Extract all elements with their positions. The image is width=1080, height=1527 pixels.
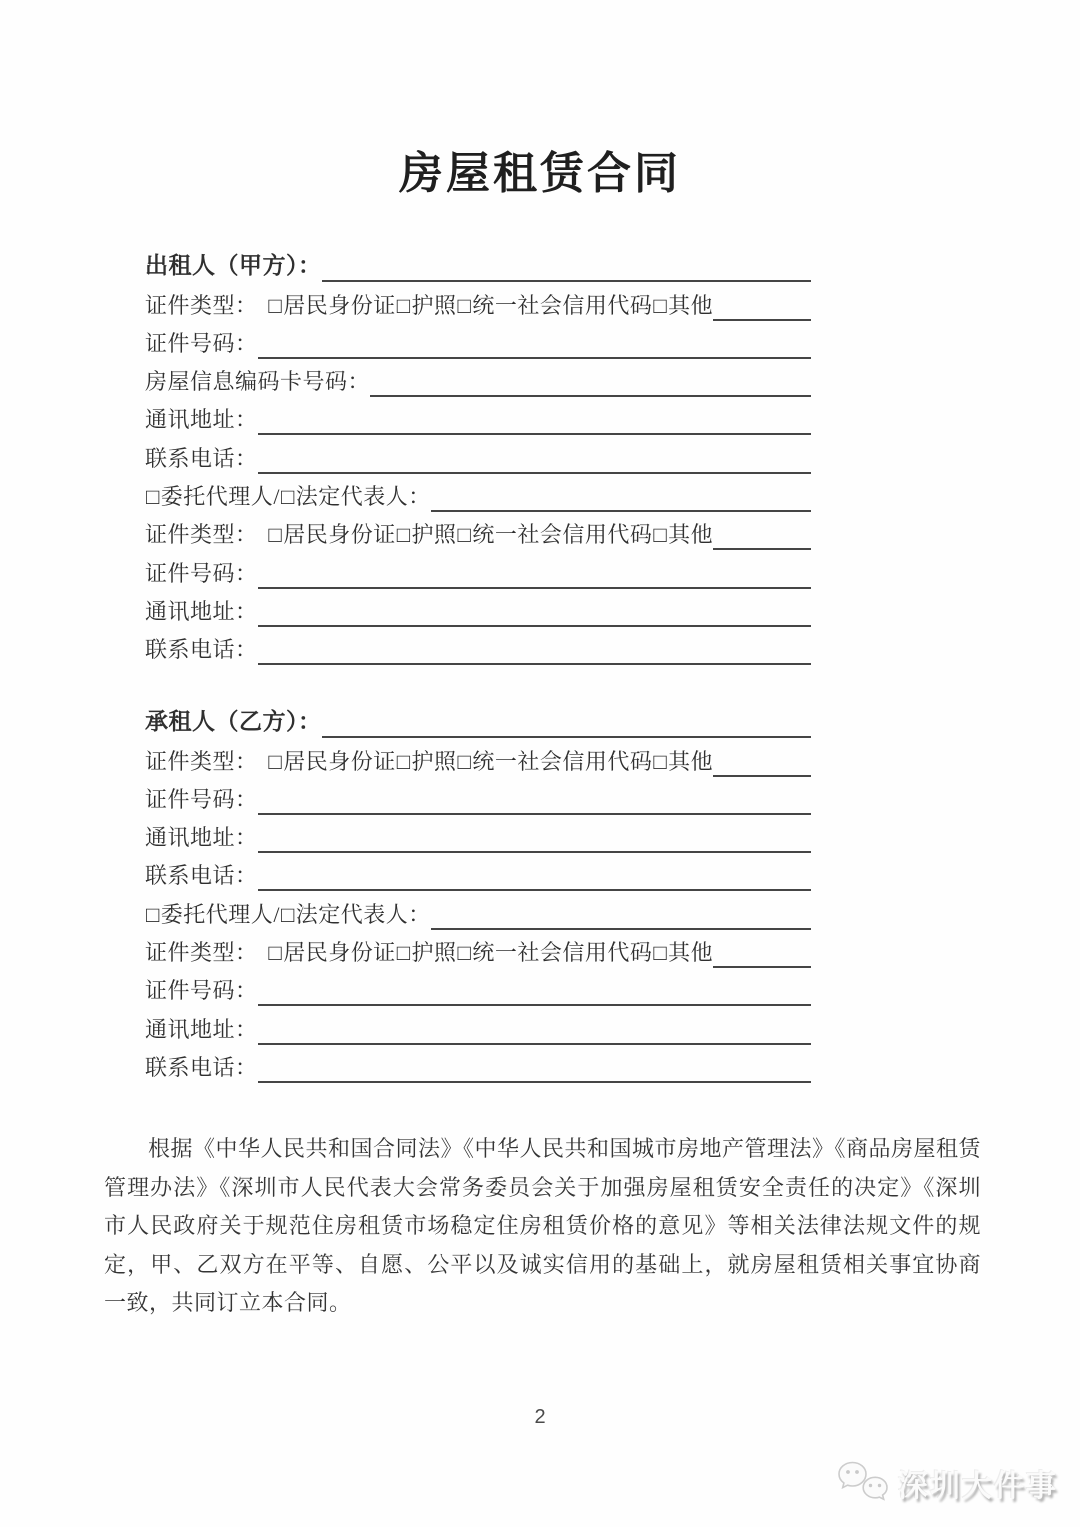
id-type-label: 证件类型：: [145, 292, 258, 318]
row-lessee-id-number: [145, 777, 811, 815]
row-housing-info-code-card-number: [145, 359, 811, 397]
watermark: [836, 1460, 1058, 1506]
id-number-label: 证件号码：: [145, 560, 258, 586]
checkbox-entrusted-agent[interactable]: □: [146, 901, 160, 927]
legal-representative-label: 法定代表人：: [295, 901, 431, 927]
lessee-section: [145, 700, 811, 1083]
row-lessor-name: [145, 244, 811, 282]
option-other-label: 其他: [668, 522, 714, 548]
checkbox-passport[interactable]: □: [396, 292, 411, 318]
checkbox-uscc[interactable]: □: [457, 292, 472, 318]
fill-in-line[interactable]: [322, 730, 812, 738]
checkbox-resident-id[interactable]: □: [268, 522, 283, 548]
fill-in-line[interactable]: [258, 466, 811, 474]
mailing-address-label: 通讯地址：: [145, 825, 258, 851]
row-lessor-agent-id-number: [145, 550, 811, 588]
option-resident-id-label: 居民身份证: [283, 748, 396, 774]
fill-in-line[interactable]: [713, 769, 811, 777]
lessor-name-label: 出租人（甲方）：: [145, 253, 322, 279]
checkbox-resident-id[interactable]: □: [268, 748, 283, 774]
checkbox-uscc[interactable]: □: [457, 939, 472, 965]
checkbox-other[interactable]: □: [653, 748, 668, 774]
fill-in-line[interactable]: [713, 960, 811, 968]
row-lessee-address: [145, 815, 811, 853]
option-uscc-label: 统一社会信用代码: [472, 748, 653, 774]
housing-info-code-card-number-label: 房屋信息编码卡号码：: [145, 369, 371, 395]
fill-in-line[interactable]: [258, 619, 811, 627]
checkbox-passport[interactable]: □: [396, 939, 411, 965]
fill-in-line[interactable]: [258, 581, 811, 589]
legal-preamble-paragraph: 根据《中华人民共和国合同法》《中华人民共和国城市房地产管理法》《商品房屋租赁管理办法》《深圳市人民代表大会常务委员会关于加强房屋租赁安全责任的决定》《深圳市人民政府关于规范住房租赁市场稳定住房租赁价格的意见》等相关法律法规文件的规定，甲、乙双方在平等、自愿、公平以及诚实信用的基础上，就房屋租赁相关事宜协商一致，共同订立本合同。: [104, 1136, 982, 1316]
page-title: 房屋租赁合同: [399, 149, 681, 198]
option-passport-label: 护照: [411, 939, 457, 965]
lessee-name-label: 承租人（乙方）：: [145, 709, 322, 735]
row-lessee-id-type: [145, 738, 811, 776]
option-resident-id-label: 居民身份证: [283, 292, 396, 318]
page-number: 2: [534, 1406, 546, 1428]
option-passport-label: 护照: [411, 748, 457, 774]
option-passport-label: 护照: [411, 522, 457, 548]
fill-in-line[interactable]: [258, 998, 811, 1006]
option-other-label: 其他: [668, 292, 714, 318]
option-passport-label: 护照: [411, 292, 457, 318]
phone-label: 联系电话：: [145, 637, 258, 663]
checkbox-legal-representative[interactable]: □: [280, 483, 295, 509]
wechat-chat-bubbles-icon: [836, 1460, 890, 1506]
option-uscc-label: 统一社会信用代码: [472, 292, 653, 318]
row-lessee-agent-or-representative: [145, 891, 811, 929]
option-other-label: 其他: [668, 748, 714, 774]
row-lessee-agent-phone: [145, 1045, 811, 1083]
fill-in-line[interactable]: [258, 351, 811, 359]
checkbox-uscc[interactable]: □: [457, 522, 472, 548]
checkbox-resident-id[interactable]: □: [268, 939, 283, 965]
row-lessor-agent-or-representative: [145, 474, 811, 512]
fill-in-line[interactable]: [258, 883, 811, 891]
lessor-section: [145, 244, 811, 665]
fill-in-line[interactable]: [258, 1037, 811, 1045]
row-lessor-id-type: [145, 282, 811, 320]
checkbox-entrusted-agent[interactable]: □: [146, 483, 160, 509]
phone-label: 联系电话：: [145, 445, 258, 471]
row-lessor-phone: [145, 435, 811, 473]
entrusted-agent-label: 委托代理人: [160, 483, 274, 509]
id-type-label: 证件类型：: [145, 939, 258, 965]
id-number-label: 证件号码：: [145, 330, 258, 356]
mailing-address-label: 通讯地址：: [145, 598, 258, 624]
phone-label: 联系电话：: [145, 863, 258, 889]
option-uscc-label: 统一社会信用代码: [472, 522, 653, 548]
watermark-text: 深圳大件事: [898, 1470, 1058, 1503]
row-lessor-agent-phone: [145, 627, 811, 665]
row-lessee-name: [145, 700, 811, 738]
id-number-label: 证件号码：: [145, 786, 258, 812]
fill-in-line[interactable]: [370, 389, 811, 397]
id-type-label: 证件类型：: [145, 748, 258, 774]
slash-separator: /: [273, 483, 280, 509]
fill-in-line[interactable]: [258, 427, 811, 435]
fill-in-line[interactable]: [258, 1075, 811, 1083]
slash-separator: /: [273, 901, 280, 927]
checkbox-other[interactable]: □: [653, 292, 668, 318]
row-lessor-id-number: [145, 321, 811, 359]
option-resident-id-label: 居民身份证: [283, 522, 396, 548]
fill-in-line[interactable]: [258, 845, 811, 853]
entrusted-agent-label: 委托代理人: [160, 901, 274, 927]
id-number-label: 证件号码：: [145, 978, 258, 1004]
fill-in-line[interactable]: [431, 504, 811, 512]
fill-in-line[interactable]: [322, 274, 812, 282]
row-lessor-agent-address: [145, 589, 811, 627]
checkbox-passport[interactable]: □: [396, 748, 411, 774]
id-type-label: 证件类型：: [145, 522, 258, 548]
row-lessee-agent-id-type: [145, 930, 811, 968]
fill-in-line[interactable]: [431, 922, 811, 930]
legal-representative-label: 法定代表人：: [295, 483, 431, 509]
row-lessee-phone: [145, 853, 811, 891]
fill-in-line[interactable]: [713, 313, 811, 321]
row-lessee-agent-address: [145, 1006, 811, 1044]
checkbox-other[interactable]: □: [653, 939, 668, 965]
mailing-address-label: 通讯地址：: [145, 1016, 258, 1042]
checkbox-legal-representative[interactable]: □: [280, 901, 295, 927]
checkbox-uscc[interactable]: □: [457, 748, 472, 774]
checkbox-resident-id[interactable]: □: [268, 292, 283, 318]
fill-in-line[interactable]: [258, 657, 811, 665]
row-lessor-agent-id-type: [145, 512, 811, 550]
phone-label: 联系电话：: [145, 1054, 258, 1080]
checkbox-other[interactable]: □: [653, 522, 668, 548]
fill-in-line[interactable]: [713, 542, 811, 550]
checkbox-passport[interactable]: □: [396, 522, 411, 548]
option-other-label: 其他: [668, 939, 714, 965]
row-lessee-agent-id-number: [145, 968, 811, 1006]
fill-in-line[interactable]: [258, 807, 811, 815]
option-uscc-label: 统一社会信用代码: [472, 939, 653, 965]
row-lessor-address: [145, 397, 811, 435]
mailing-address-label: 通讯地址：: [145, 407, 258, 433]
option-resident-id-label: 居民身份证: [283, 939, 396, 965]
